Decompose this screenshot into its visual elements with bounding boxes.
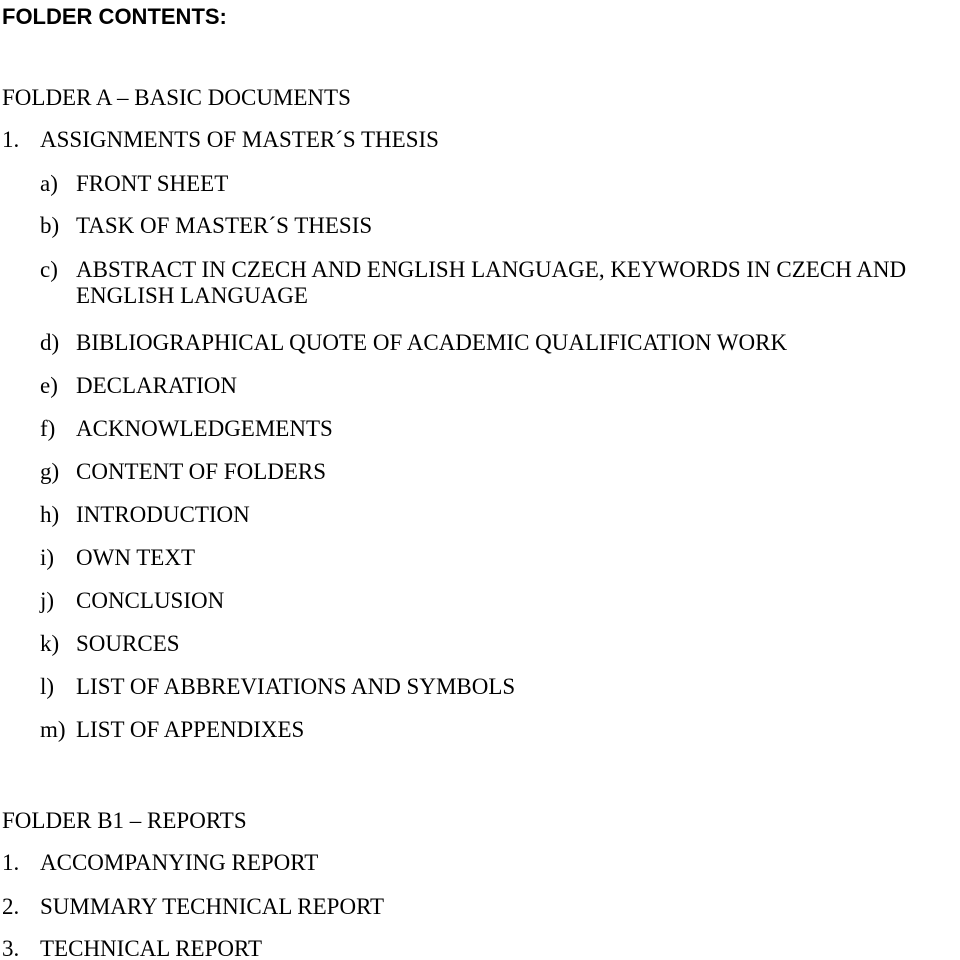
list-item-front-sheet xyxy=(40,171,228,197)
list-item-abstract xyxy=(40,257,936,309)
list-item-appendixes xyxy=(40,717,304,743)
list-item-conclusion xyxy=(40,588,224,614)
list-marker: b) xyxy=(40,213,60,238)
list-item-text: ABSTRACT IN CZECH AND ENGLISH LANGUAGE, KEYWORDS IN CZECH AND ENGLISH LANGUAGE xyxy=(76,257,907,308)
list-item-bibliographical-quote xyxy=(40,330,787,356)
list-item-text: ACCOMPANYING REPORT xyxy=(40,850,319,875)
list-item-declaration xyxy=(40,373,237,399)
list-marker: j) xyxy=(40,588,55,613)
list-item-text: INTRODUCTION xyxy=(76,502,250,527)
list-marker: a) xyxy=(40,171,58,196)
list-item-content-of-folders xyxy=(40,459,326,485)
list-item-abbreviations xyxy=(40,674,515,700)
list-item-text: SOURCES xyxy=(76,631,180,656)
list-marker: d) xyxy=(40,330,60,355)
list-item-text: LIST OF ABBREVIATIONS AND SYMBOLS xyxy=(76,674,516,699)
list-item-technical-report xyxy=(2,936,262,960)
list-marker: k) xyxy=(40,631,60,656)
section-assignments xyxy=(2,127,439,153)
list-marker: h) xyxy=(40,502,60,527)
list-item-acknowledgements xyxy=(40,416,333,442)
list-marker: e) xyxy=(40,373,58,398)
page-title: FOLDER CONTENTS: xyxy=(2,4,227,29)
list-item-text: SUMMARY TECHNICAL REPORT xyxy=(40,894,385,919)
list-marker: i) xyxy=(40,545,55,570)
list-item-own-text xyxy=(40,545,195,571)
list-item-summary-technical-report xyxy=(2,894,384,920)
list-item-sources xyxy=(40,631,180,657)
list-item-text: DECLARATION xyxy=(76,373,237,398)
list-item-text: FRONT SHEET xyxy=(76,171,229,196)
list-item-text: LIST OF APPENDIXES xyxy=(76,717,305,742)
folder-b1-heading: FOLDER B1 – REPORTS xyxy=(2,808,247,833)
list-item-accompanying-report xyxy=(2,850,318,876)
list-item-text: ACKNOWLEDGEMENTS xyxy=(76,416,333,441)
section-label: ASSIGNMENTS OF MASTER´S THESIS xyxy=(40,127,439,152)
list-item-introduction xyxy=(40,502,250,528)
list-marker: f) xyxy=(40,416,56,441)
section-number: 1. xyxy=(2,127,20,152)
list-item-text: OWN TEXT xyxy=(76,545,196,570)
list-item-text: CONTENT OF FOLDERS xyxy=(76,459,327,484)
list-item-task xyxy=(40,213,372,239)
list-marker: g) xyxy=(40,459,60,484)
folder-a-heading: FOLDER A – BASIC DOCUMENTS xyxy=(2,85,351,110)
list-item-text: TASK OF MASTER´S THESIS xyxy=(76,213,373,238)
list-marker: 2. xyxy=(2,894,20,919)
list-item-text: CONCLUSION xyxy=(76,588,225,613)
list-marker: c) xyxy=(40,257,58,282)
list-item-text: TECHNICAL REPORT xyxy=(40,936,263,960)
list-marker: 3. xyxy=(2,936,20,960)
list-item-text: BIBLIOGRAPHICAL QUOTE OF ACADEMIC QUALIFICATION WORK xyxy=(76,330,788,355)
list-marker: 1. xyxy=(2,850,20,875)
list-marker: l) xyxy=(40,674,55,699)
list-marker: m) xyxy=(40,717,66,742)
